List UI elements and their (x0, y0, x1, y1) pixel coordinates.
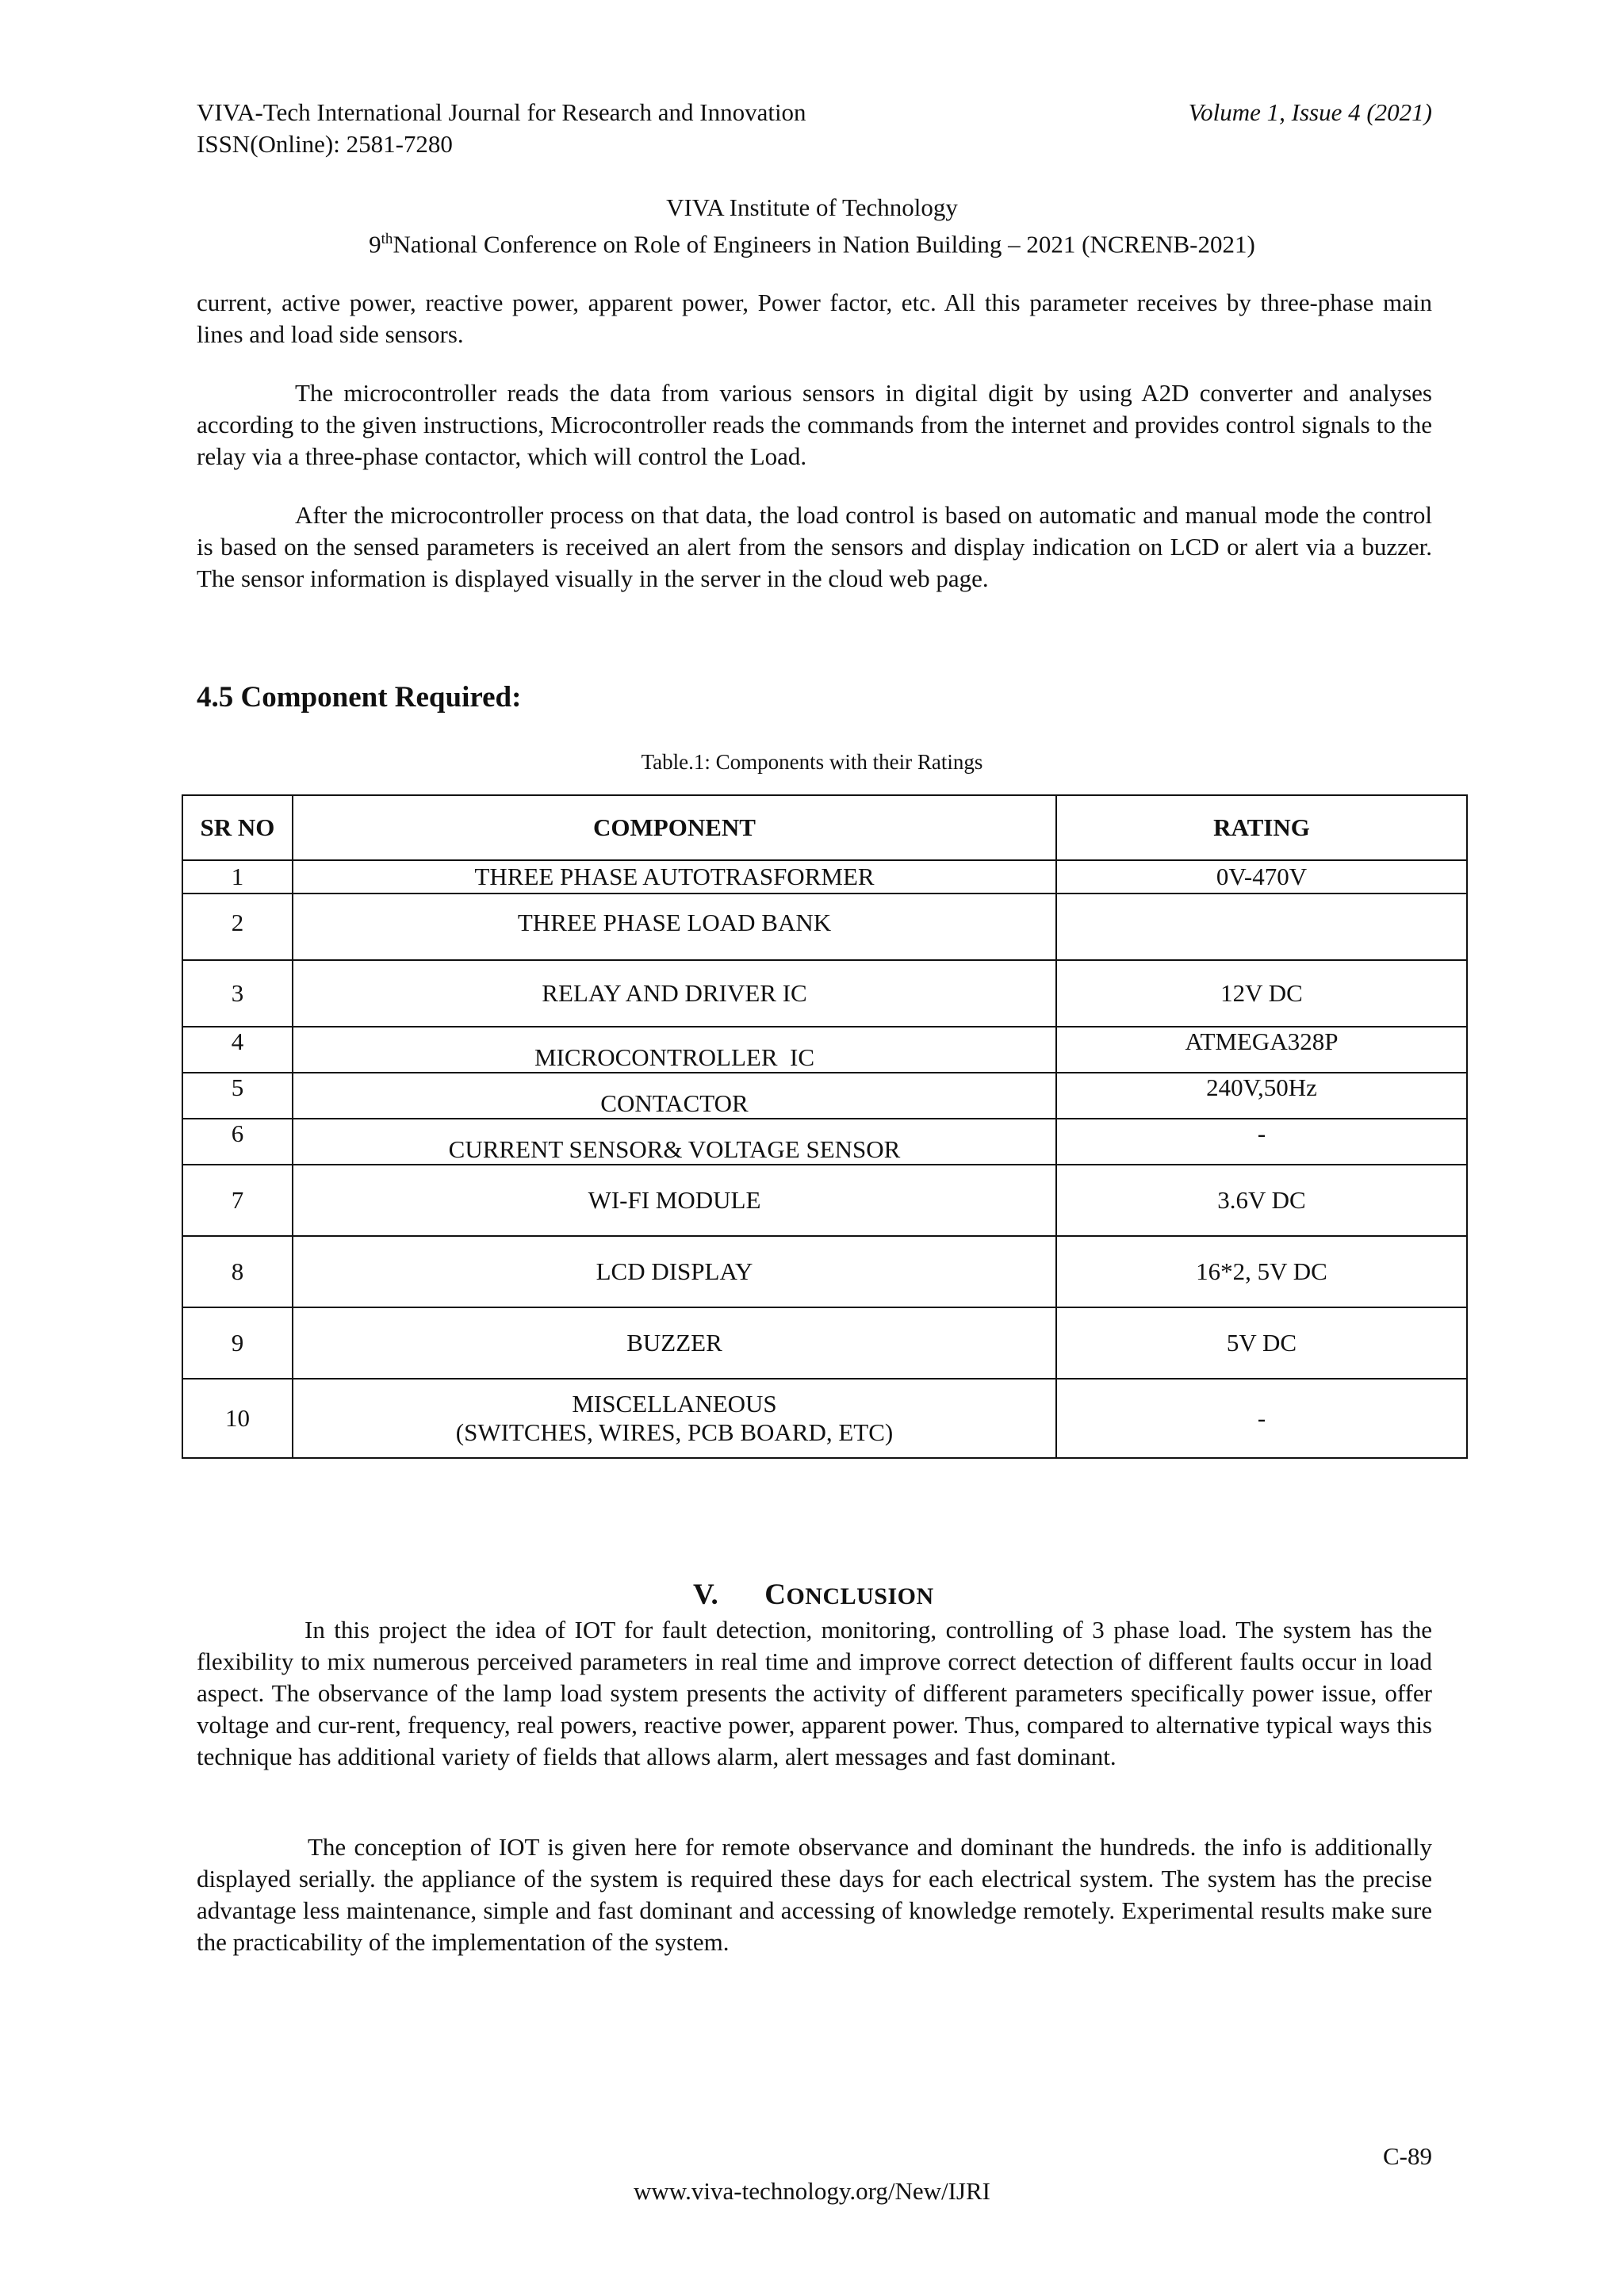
cell-component: WI-FI MODULE (293, 1165, 1056, 1236)
conclusion-heading (693, 1578, 934, 1612)
cell-rating: 0V-470V (1056, 860, 1467, 894)
cell-rating: 12V DC (1056, 960, 1467, 1027)
conference-number: 9 (369, 230, 381, 258)
cell-component: LCD DISPLAY (293, 1236, 1056, 1307)
conclusion-title-rest: ONCLUSION (786, 1583, 934, 1609)
cell-rating: 16*2, 5V DC (1056, 1236, 1467, 1307)
cell-sr: 3 (182, 960, 293, 1027)
cell-sr: 10 (182, 1379, 293, 1458)
cell-component: CONTACTOR (293, 1073, 1056, 1119)
table-caption: Table.1: Components with their Ratings (641, 750, 983, 774)
conclusion-numeral: V. (693, 1578, 719, 1611)
cell-sr: 8 (182, 1236, 293, 1307)
cell-sr: 4 (182, 1027, 293, 1073)
institute-name: VIVA Institute of Technology (666, 193, 958, 221)
cell-component: BUZZER (293, 1307, 1056, 1379)
cell-sr: 7 (182, 1165, 293, 1236)
footer-url: www.viva-technology.org/New/IJRI (634, 2177, 990, 2205)
components-table (182, 794, 1468, 1459)
cell-sr: 6 (182, 1119, 293, 1165)
cell-rating: ATMEGA328P (1056, 1027, 1467, 1073)
cell-rating: 5V DC (1056, 1307, 1467, 1379)
cell-component: THREE PHASE AUTOTRASFORMER (293, 860, 1056, 894)
header-component: COMPONENT (293, 795, 1056, 860)
table-row (182, 1165, 1467, 1236)
conference-ordinal: th (381, 231, 393, 247)
cell-sr: 5 (182, 1073, 293, 1119)
cell-component: MICROCONTROLLER IC (293, 1027, 1056, 1073)
cell-sr: 2 (182, 894, 293, 960)
cell-component: CURRENT SENSOR& VOLTAGE SENSOR (293, 1119, 1056, 1165)
cell-rating (1056, 894, 1467, 960)
header-sr-no: SR NO (182, 795, 293, 860)
header-rating: RATING (1056, 795, 1467, 860)
paragraph-2: The microcontroller reads the data from various sensors in digital digit by using A2D converter and analyses according to the given instructions, Microcontroller reads the commands from the internet and provides control signals to the relay via a three-phase contactor, which will control the Load. (197, 379, 1432, 470)
cell-component: RELAY AND DRIVER IC (293, 960, 1056, 1027)
conclusion-title-cap: C (764, 1578, 787, 1611)
table-row (182, 1027, 1467, 1073)
cell-component (293, 1379, 1056, 1458)
conference-name (0, 224, 1624, 260)
cell-rating: - (1056, 1379, 1467, 1458)
volume-issue: Volume 1, Issue 4 (2021) (1188, 98, 1432, 126)
journal-title: VIVA-Tech International Journal for Research and Innovation (197, 98, 806, 126)
cell-component: THREE PHASE LOAD BANK (293, 894, 1056, 960)
table-row (182, 894, 1467, 960)
issn: ISSN(Online): 2581-7280 (197, 130, 453, 158)
table-row (182, 860, 1467, 894)
section-heading: 4.5 Component Required: (197, 681, 522, 714)
table-row (182, 1073, 1467, 1119)
table-header-row (182, 795, 1467, 860)
cell-component-line-2: (SWITCHES, WIRES, PCB BOARD, ETC) (455, 1418, 894, 1446)
conference-title: National Conference on Role of Engineers in Nation Building – 2021 (NCRENB-2021) (393, 230, 1255, 258)
cell-component-line-1: MISCELLANEOUS (572, 1390, 777, 1418)
cell-sr: 9 (182, 1307, 293, 1379)
cell-rating: 3.6V DC (1056, 1165, 1467, 1236)
paragraph-1: current, active power, reactive power, apparent power, Power factor, etc. All this parameter receives by three-phase main lines and load side sensors. (197, 289, 1432, 348)
table-row (182, 960, 1467, 1027)
page-number: C-89 (1383, 2142, 1432, 2170)
cell-rating: - (1056, 1119, 1467, 1165)
table-row (182, 1307, 1467, 1379)
conclusion-paragraph-1: In this project the idea of IOT for fault detection, monitoring, controlling of 3 phase load. The system has the flexibility to mix numerous perceived parameters in real time and improve correct detection of different faults occur in load aspect. The observance of the lamp load system presents the activity of different parameters specifically power issue, offer voltage and cur-rent, frequency, real powers, reactive power, apparent power. Thus, compared to alternative typical ways this technique has additional variety of fields that allows alarm, alert messages and fast dominant. (197, 1616, 1432, 1770)
table-row (182, 1236, 1467, 1307)
paragraph-3: After the microcontroller process on that data, the load control is based on automatic and manual mode the control is based on the sensed parameters is received an alert from the sensors and display indication on LCD or alert via a buzzer. The sensor information is displayed visually in the server in the cloud web page. (197, 501, 1432, 592)
table-row (182, 1119, 1467, 1165)
cell-rating: 240V,50Hz (1056, 1073, 1467, 1119)
conclusion-paragraph-2: The conception of IOT is given here for remote observance and dominant the hundreds. the info is additionally displayed serially. the appliance of the system is required these days for each electrical system. The system has the precise advantage less maintenance, simple and fast dominant and accessing of knowledge remotely. Experimental results make sure the practicability of the implementation of the system. (197, 1833, 1432, 1956)
table-row (182, 1379, 1467, 1458)
cell-sr: 1 (182, 860, 293, 894)
